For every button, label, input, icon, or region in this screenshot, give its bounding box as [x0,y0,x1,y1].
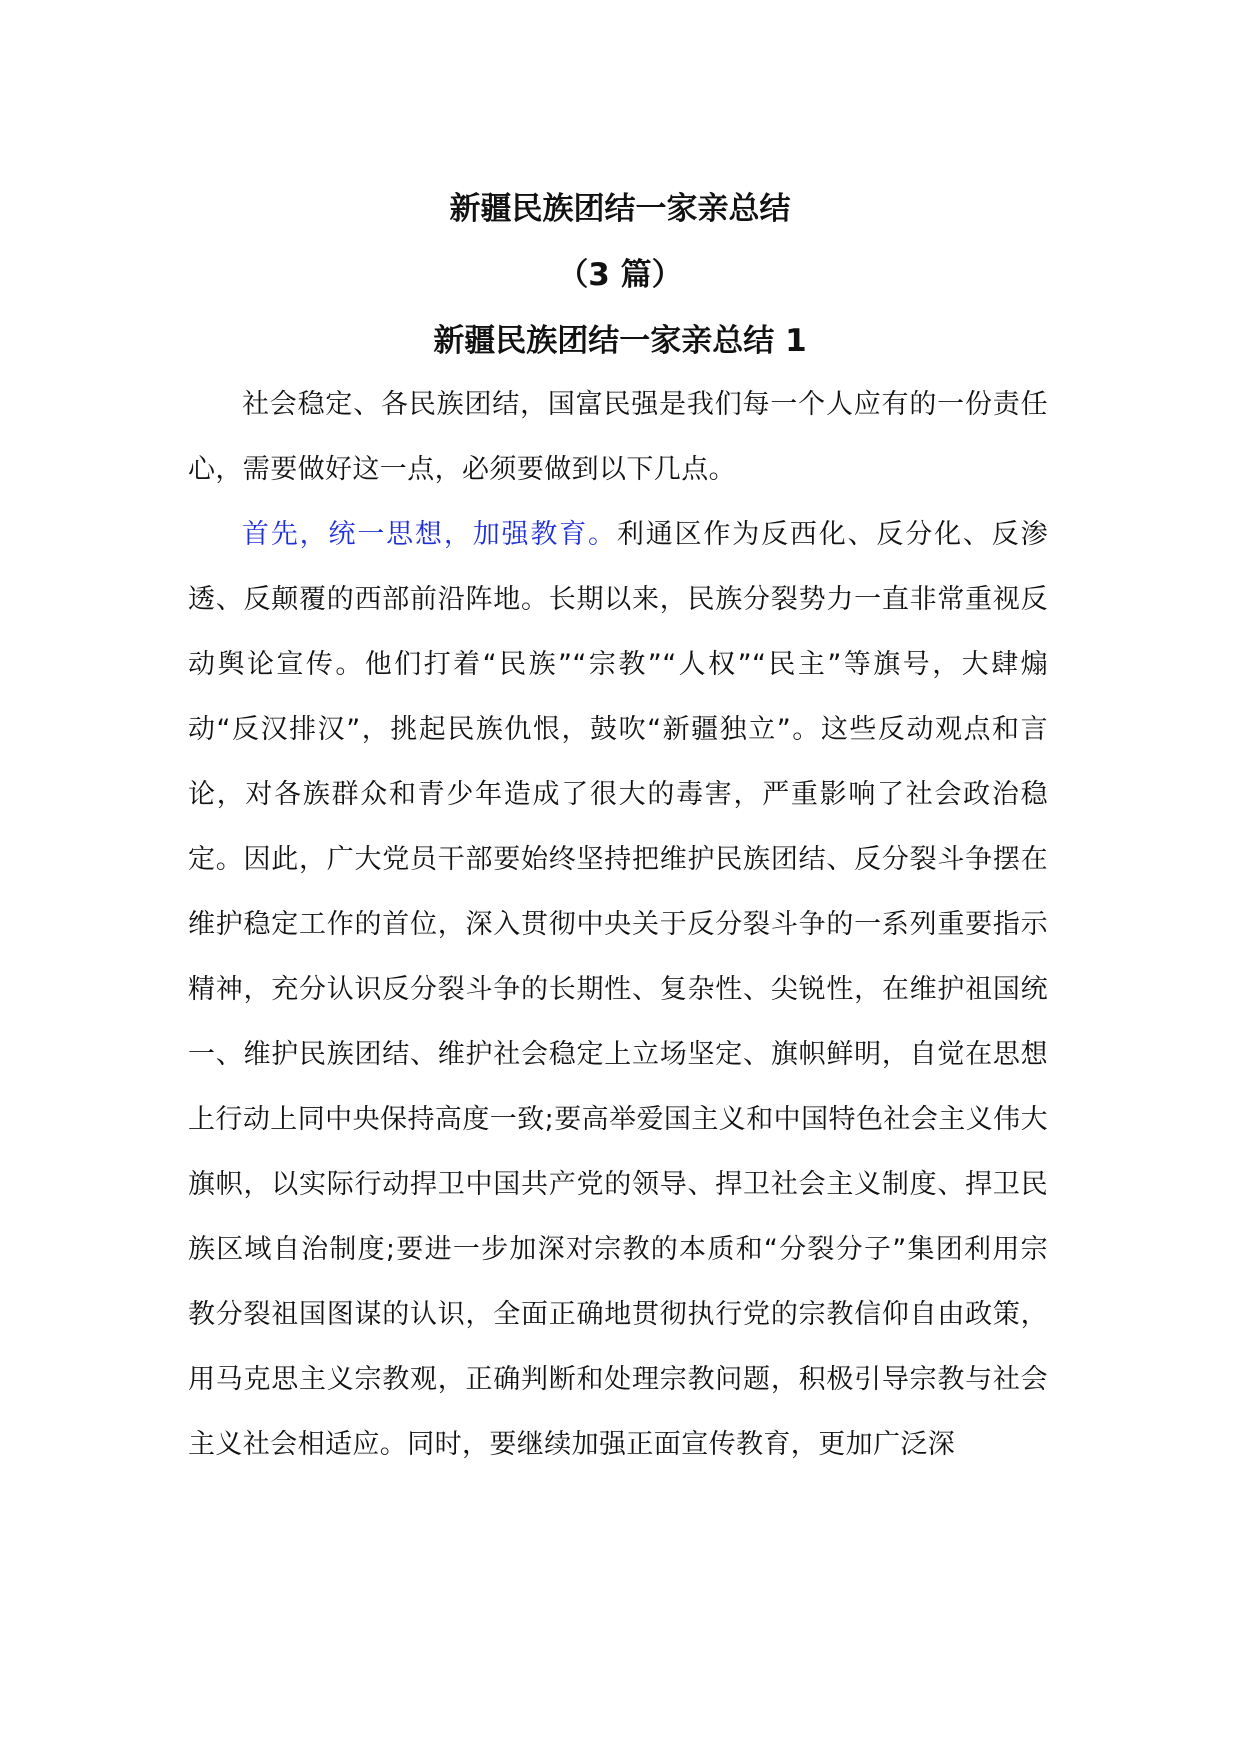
paragraph-2-lead: 首先，统一思想，加强教育。 [242,519,617,550]
paragraph-1 [188,372,1048,502]
body-text [188,372,1048,1477]
document-subtitle: （3 篇） [557,257,683,293]
paragraph-1-text: 社会稳定、各民族团结，国富民强是我们每一个人应有的一份责任心，需要做好这一点，必须要做到以下几点。 [188,389,1048,485]
paragraph-2 [188,502,1048,1477]
section-heading: 新疆民族团结一家亲总结 1 [433,323,807,359]
paragraph-2-text: 利通区作为反西化、反分化、反渗透、反颠覆的西部前沿阵地。长期以来，民族分裂势力一直非常重视反动舆论宣传。他们打着“民族”“宗教”“人权”“民主”等旗号，大肆煽动“反汉排汉”，挑起民族仇恨，鼓吹“新疆独立”。这些反动观点和言论，对各族群众和青少年造成了很大的毒害，严重影响了社会政治稳定。因此，广大党员干部要始终坚持把维护民族团结、反分裂斗争摆在维护稳定工作的首位，深入贯彻中央关于反分裂斗争的一系列重要指示精神，充分认识反分裂斗争的长期性、复杂性、尖锐性，在维护祖国统一、维护民族团结、维护社会稳定上立场坚定、旗帜鲜明，自觉在思想上行动上同中央保持高度一致;要高举爱国主义和中国特色社会主义伟大旗帜，以实际行动捍卫中国共产党的领导、捍卫社会主义制度、捍卫民族区域自治制度;要进一步加深对宗教的本质和“分裂分子”集团利用宗教分裂祖国图谋的认识，全面正确地贯彻执行党的宗教信仰自由政策，用马克思主义宗教观，正确判断和处理宗教问题，积极引导宗教与社会主义社会相适应。同时，要继续加强正面宣传教育，更加广泛深 [188,519,1049,1460]
title-block [0,176,1240,374]
document-title: 新疆民族团结一家亲总结 [449,191,791,227]
